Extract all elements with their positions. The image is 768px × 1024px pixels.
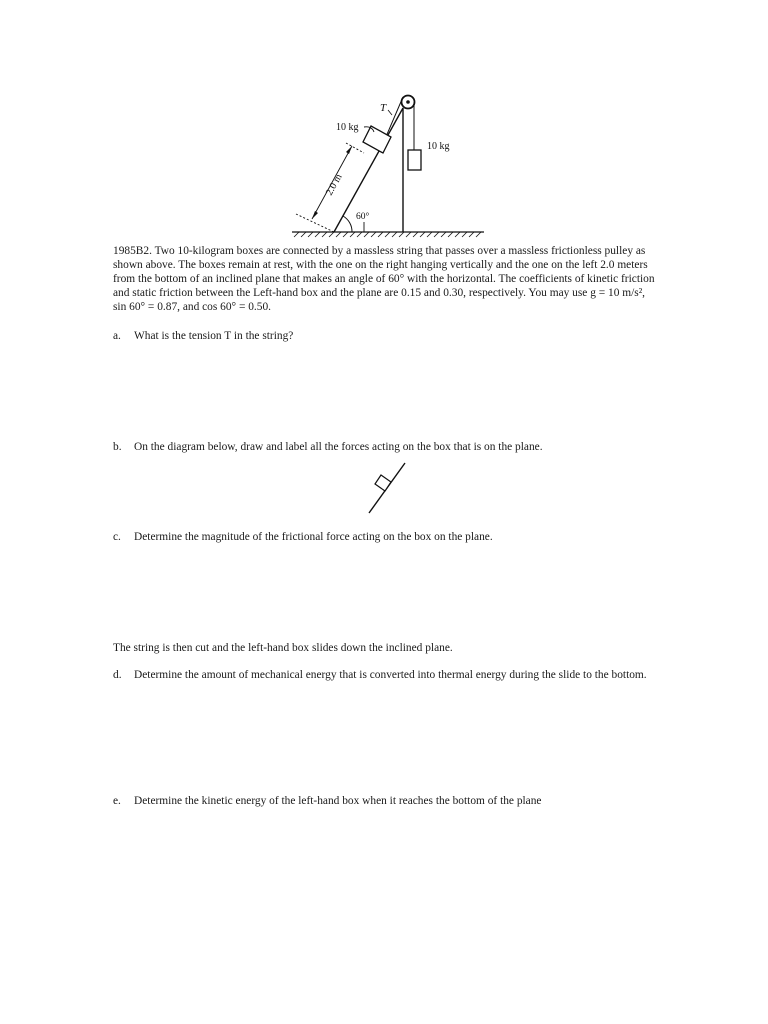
question-e bbox=[113, 794, 658, 808]
string-cut-statement: The string is then cut and the left-hand box slides down the inclined plane. bbox=[113, 642, 453, 654]
pulley-axle bbox=[406, 100, 410, 104]
right-box-mass-label: 10 kg bbox=[427, 141, 450, 152]
question-e-letter: e. bbox=[113, 795, 121, 807]
question-b-letter: b. bbox=[113, 441, 122, 453]
question-c-letter: c. bbox=[113, 531, 121, 543]
angle-arc bbox=[343, 216, 352, 232]
question-e-text: Determine the kinetic energy of the left-hand box when it reaches the bottom of the plane bbox=[134, 795, 542, 807]
string-incline bbox=[385, 97, 403, 139]
question-c-text: Determine the magnitude of the frictional force acting on the box on the plane. bbox=[134, 531, 493, 543]
distance-label: 2.0 m bbox=[324, 172, 345, 198]
box-on-incline bbox=[363, 126, 391, 153]
question-d-letter: d. bbox=[113, 669, 122, 681]
small-box-on-incline bbox=[375, 475, 391, 491]
question-d bbox=[113, 668, 658, 682]
question-a-text: What is the tension T in the string? bbox=[134, 330, 294, 342]
incline-pulley-diagram bbox=[0, 0, 768, 250]
hanging-box bbox=[408, 150, 421, 170]
tension-label: T bbox=[380, 102, 387, 114]
left-box-mass-label: 10 kg bbox=[336, 122, 359, 133]
question-b bbox=[113, 440, 658, 454]
question-a-letter: a. bbox=[113, 330, 121, 342]
distance-arrow-bottom bbox=[312, 211, 318, 219]
ground-hatching bbox=[294, 232, 481, 237]
distance-arrow-top bbox=[346, 146, 352, 154]
free-body-diagram-blank bbox=[358, 458, 418, 518]
question-c bbox=[113, 530, 658, 544]
angle-label: 60° bbox=[356, 212, 370, 222]
tension-leader bbox=[388, 110, 392, 115]
question-a bbox=[113, 329, 658, 343]
distance-extension-bottom bbox=[296, 214, 334, 232]
question-b-text: On the diagram below, draw and label all the forces acting on the box that is on the plane. bbox=[134, 441, 543, 453]
problem-statement: 1985B2. Two 10-kilogram boxes are connected by a massless string that passes over a massless frictionless pulley as shown above. The boxes remain at rest, with the one on the right hanging vertically and the one on the left 2.0 meters from the bottom of an inclined plane that makes an angle of 60° with the horizontal. The coefficients of kinetic friction and static friction between the Left-hand box and the plane are 0.15 and 0.30, respectively. You may use g = 10 m/s², sin 60° = 0.87, and cos 60° = 0.50. bbox=[113, 245, 655, 313]
question-d-text: Determine the amount of mechanical energy that is converted into thermal energy during the slide to the bottom. bbox=[134, 669, 647, 681]
